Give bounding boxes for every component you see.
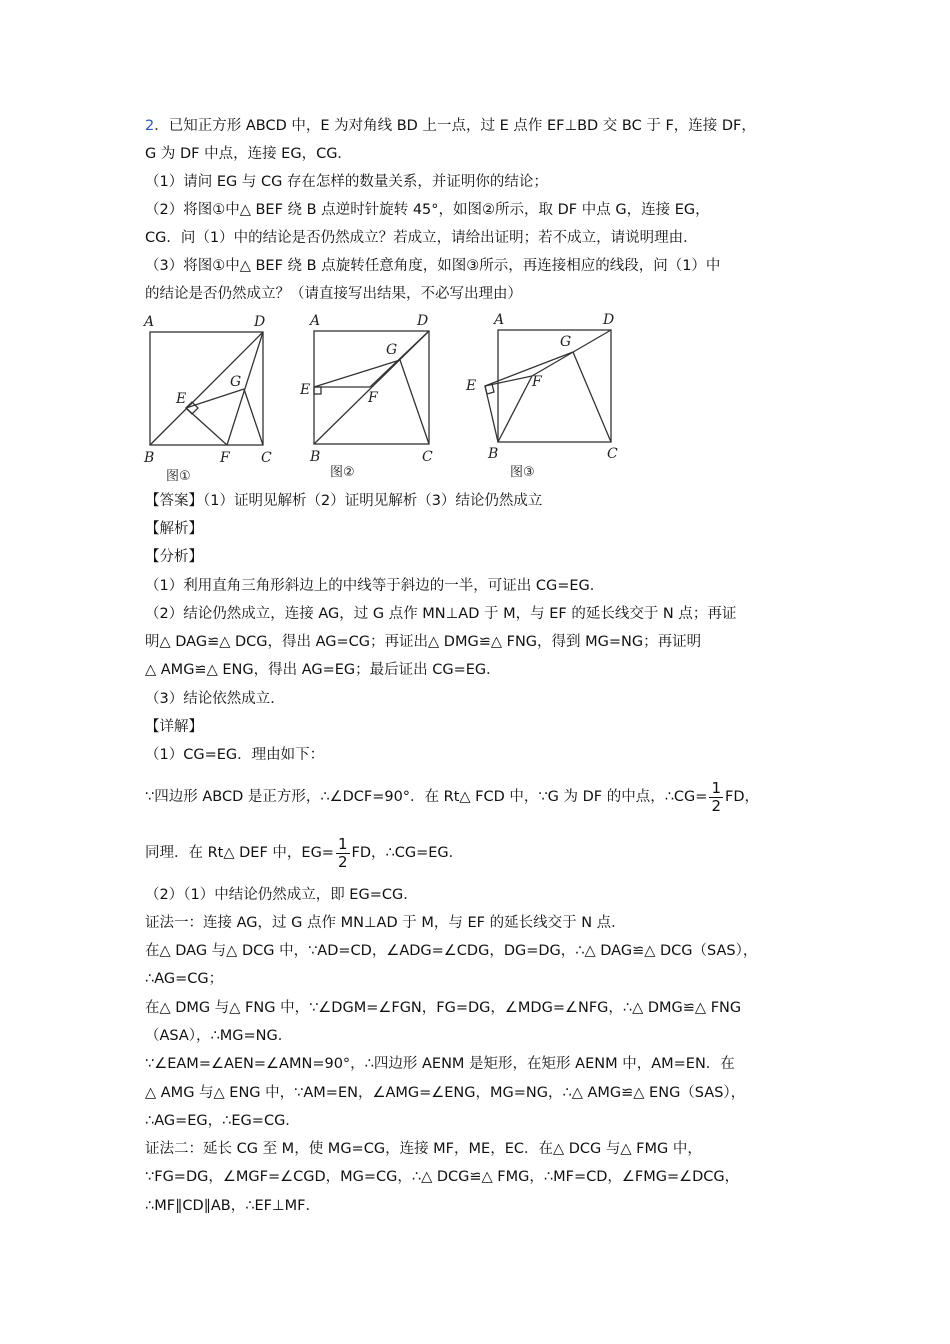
fig1-diagonal-bd xyxy=(150,332,263,445)
fig2-label-a: A xyxy=(310,313,321,329)
fig1-label-a: A xyxy=(144,314,155,330)
xiangjie-l2-pre: ∵四边形 ABCD 是正方形，∴∠DCF=90°．在 Rt△ FCD 中，∵G 为 DF 的中点，∴CG= xyxy=(145,789,708,805)
fig2-segment-df xyxy=(370,331,429,387)
fig3-label-a: A xyxy=(494,312,505,328)
fig3-label-c: C xyxy=(607,446,618,462)
figure-2 xyxy=(296,308,446,483)
fraction-numerator: 1 xyxy=(711,778,721,797)
fig3-caption: 图③ xyxy=(510,465,535,480)
question-2-line2: CG．问（1）中的结论是否仍然成立？若成立，请给出证明；若不成立，请说明理由． xyxy=(145,230,698,246)
fig3-segment-cg xyxy=(573,352,611,442)
answer-label: 【答案】 xyxy=(145,493,203,509)
fig2-label-e: E xyxy=(300,382,311,398)
fenxi-p2-line1: （2）结论仍然成立，连接 AG，过 G 点作 MN⊥AD 于 M，与 EF 的延长线交于 N 点；再证 xyxy=(145,606,737,622)
fig2-label-g: G xyxy=(386,342,398,358)
xiangjie-l10: ∵∠EAM=∠AEN=∠AMN=90°，∴四边形 AENM 是矩形，在矩形 AENM 中，AM=EN．在 xyxy=(145,1056,735,1072)
stem-text-1: ．已知正方形 ABCD 中，E 为对角线 BD 上一点，过 E 点作 EF⊥BD 交 BC 于 F，连接 DF， xyxy=(154,118,756,134)
xiangjie-l9: （ASA），∴MG=NG． xyxy=(145,1028,293,1044)
question-2-line1: （2）将图①中△ BEF 绕 B 点逆时针旋转 45°，如图②所示，取 DF 中点 G，连接 EG， xyxy=(145,202,710,218)
fig2-label-f: F xyxy=(368,390,378,406)
fenxi-p2-line3: △ AMG≌△ ENG，得出 AG=EG；最后证出 CG=EG． xyxy=(145,662,501,678)
fig1-caption: 图① xyxy=(166,469,191,484)
xiangjie-l15: ∴MF∥CD∥AB，∴EF⊥MF． xyxy=(145,1198,320,1214)
figure-1 xyxy=(140,310,280,485)
fraction-denominator: 2 xyxy=(337,852,348,871)
fig3-label-e: E xyxy=(466,378,477,394)
fig1-label-d: D xyxy=(254,314,266,330)
fraction-numerator: 1 xyxy=(337,834,348,853)
answer-text: （1）证明见解析（2）证明见解析（3）结论仍然成立 xyxy=(203,493,543,509)
fig3-label-b: B xyxy=(488,446,499,462)
fig2-label-c: C xyxy=(422,449,433,465)
xiangjie-l12: ∴AG=EG，∴EG=CG． xyxy=(145,1113,300,1129)
fig3-label-g: G xyxy=(560,334,572,350)
fenxi-p1: （1）利用直角三角形斜边上的中线等于斜边的一半，可证出 CG=EG． xyxy=(145,578,605,594)
fig2-segment-cg xyxy=(400,360,429,444)
fig1-segment-cg xyxy=(244,389,263,445)
fenxi-p3: （3）结论依然成立． xyxy=(145,691,285,707)
fig1-label-c: C xyxy=(261,450,272,466)
fraction-denominator: 2 xyxy=(711,796,721,815)
question-1: （1）请问 EG 与 CG 存在怎样的数量关系，并证明你的结论； xyxy=(145,174,548,190)
xiangjie-l14: ∵FG=DG，∠MGF=∠CGD，MG=CG，∴△ DCG≌△ FMG，∴MF=CD，∠FMG=∠DCG， xyxy=(145,1169,740,1185)
question-3-line2: 的结论是否仍然成立？（请直接写出结果，不必写出理由） xyxy=(145,286,522,302)
xiangjie-l1: （1）CG=EG．理由如下： xyxy=(145,747,325,763)
xiangjie-l13: 证法二：延长 CG 至 M，使 MG=CG，连接 MF，ME，EC．在△ DCG 与△ FMG 中， xyxy=(145,1141,702,1157)
answer-line xyxy=(145,491,542,511)
fig2-segment-eg xyxy=(314,360,400,387)
fig1-label-b: B xyxy=(144,450,155,466)
jiexi-label: 【解析】 xyxy=(145,521,203,537)
xiangjie-label: 【详解】 xyxy=(145,719,203,735)
fig2-label-b: B xyxy=(310,449,321,465)
fig3-label-d: D xyxy=(603,312,615,328)
fraction-half-1 xyxy=(709,780,723,815)
xiangjie-l4: （2）（1）中结论仍然成立，即 EG=CG． xyxy=(145,887,418,903)
xiangjie-l6: 在△ DAG 与△ DCG 中，∵AD=CD，∠ADG=∠CDG，DG=DG，∴△ DAG≌△ DCG（SAS）， xyxy=(145,943,758,959)
fenxi-label: 【分析】 xyxy=(145,549,203,565)
fig1-label-f: F xyxy=(220,450,230,466)
xiangjie-l3 xyxy=(145,834,463,872)
fig1-label-g: G xyxy=(230,374,242,390)
xiangjie-l8: 在△ DMG 与△ FNG 中，∵∠DGM=∠FGN，FG=DG，∠MDG=∠NFG，∴△ DMG≌△ FNG xyxy=(145,1000,742,1016)
problem-stem-line1 xyxy=(145,116,756,136)
problem-stem-line2: G 为 DF 中点，连接 EG，CG． xyxy=(145,146,352,162)
question-3-line1: （3）将图①中△ BEF 绕 B 点旋转任意角度，如图③所示，再连接相应的线段，问（1）中 xyxy=(145,258,721,274)
xiangjie-l7: ∴AG=CG； xyxy=(145,971,224,987)
fraction-half-2 xyxy=(336,836,350,871)
fig3-segment-fb xyxy=(498,376,532,442)
problem-number: 2 xyxy=(145,118,155,134)
xiangjie-l11: △ AMG 与△ ENG 中，∵AM=EN，∠AMG=∠ENG，MG=NG，∴△ AMG≌△ ENG（SAS）， xyxy=(145,1085,746,1101)
xiangjie-l3-pre: 同理．在 Rt△ DEF 中，EG= xyxy=(145,845,334,861)
fig2-label-d: D xyxy=(417,313,429,329)
xiangjie-l3-post: FD，∴CG=EG． xyxy=(351,845,464,861)
xiangjie-l2-post: FD， xyxy=(725,789,760,805)
fig2-right-angle-mark xyxy=(314,387,321,394)
fig2-caption: 图② xyxy=(330,465,355,480)
xiangjie-l2 xyxy=(145,778,759,816)
figure-3 xyxy=(460,306,630,484)
fenxi-p2-line2: 明△ DAG≌△ DCG，得出 AG=CG；再证出△ DMG≌△ FNG，得到 MG=NG；再证明 xyxy=(145,634,702,650)
xiangjie-l5: 证法一：连接 AG，过 G 点作 MN⊥AD 于 M，与 EF 的延长线交于 N 点． xyxy=(145,915,626,931)
fig3-square xyxy=(498,330,611,442)
fig3-label-f: F xyxy=(532,374,542,390)
fig1-label-e: E xyxy=(176,391,187,407)
